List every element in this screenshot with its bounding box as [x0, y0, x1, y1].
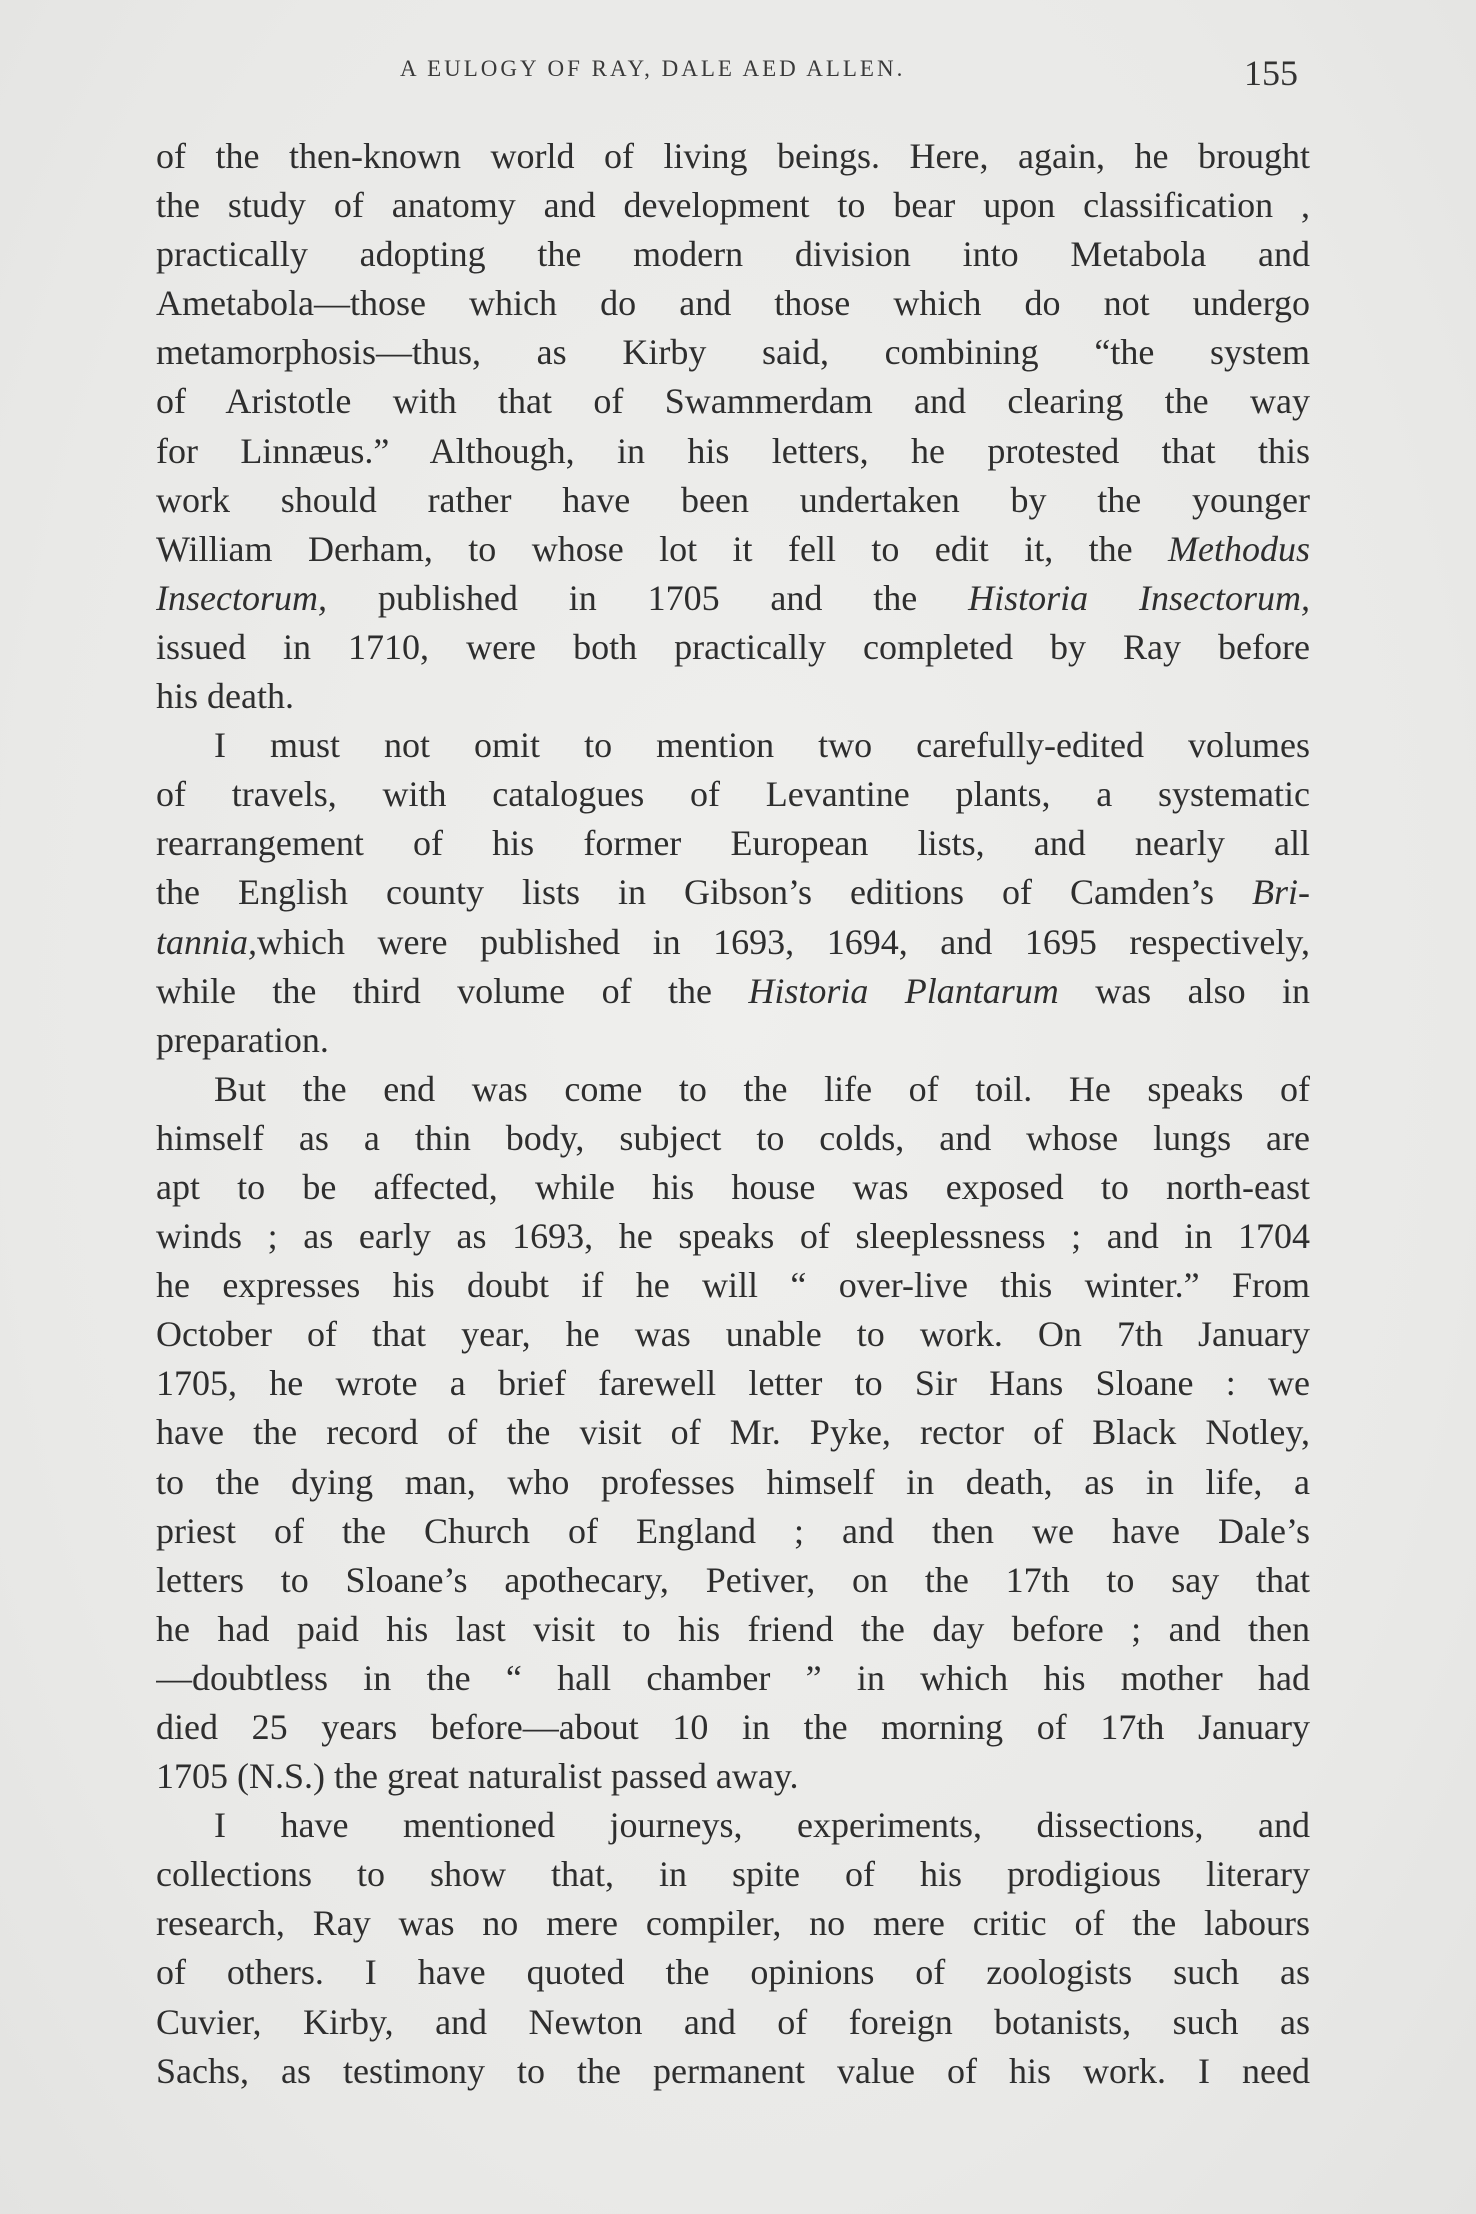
text-segment: I must not omit to mention two carefully-edited volumes	[214, 725, 1310, 766]
text-segment: I have mentioned journeys, experiments, dissections, and	[214, 1805, 1310, 1846]
text-segment: collections to show that, in spite of his prodigious literary	[156, 1854, 1310, 1895]
text-segment: Cuvier, Kirby, and Newton and of foreign botanists, such as	[156, 2001, 1310, 2042]
text-segment: practically adopting the modern division into Metabola and	[156, 234, 1310, 275]
text-segment: issued in 1710, were both practically completed by Ray before	[156, 626, 1310, 667]
text-line	[156, 1752, 1310, 1801]
text-segment: for Linnæus.” Although, in his letters, he protested that this	[156, 430, 1310, 471]
text-segment: research, Ray was no mere compiler, no mere critic of the labours	[156, 1903, 1310, 1944]
text-line	[156, 1261, 1310, 1310]
text-segment: preparation.	[156, 1019, 329, 1060]
text-segment: while the third volume of the	[156, 970, 749, 1011]
text-segment: metamorphosis—thus, as Kirby said, combining “the system	[156, 332, 1310, 373]
text-line	[156, 230, 1310, 279]
text-line	[156, 1065, 1310, 1114]
text-segment: he expresses his doubt if he will “ over-live this winter.” From	[156, 1265, 1310, 1306]
italic-title: Methodus	[1168, 528, 1310, 569]
text-line	[156, 770, 1310, 819]
text-line	[156, 1998, 1310, 2047]
text-segment: died 25 years before—about 10 in the morning of 17th January	[156, 1707, 1310, 1747]
text-segment: of Aristotle with that of Swammerdam and clearing the way	[156, 381, 1310, 422]
text-line	[156, 672, 1310, 721]
text-segment: winds ; as early as 1693, he speaks of sleeplessness ; and in 1704	[156, 1216, 1310, 1257]
text-segment: October of that year, he was unable to work. On 7th January	[156, 1314, 1310, 1355]
text-segment: published in 1705 and the	[326, 577, 969, 618]
text-segment: 1705, he wrote a brief farewell letter to Sir Hans Sloane : we	[156, 1363, 1310, 1404]
text-segment: have the record of the visit of Mr. Pyke, rector of Black Notley,	[156, 1412, 1310, 1453]
text-line	[156, 279, 1310, 328]
text-line	[156, 2047, 1310, 2096]
text-line	[156, 1654, 1310, 1703]
text-segment: —doubtless in the “ hall chamber ” in which his mother had	[156, 1657, 1310, 1698]
text-line	[156, 1163, 1310, 1212]
text-line	[156, 1801, 1310, 1850]
running-title: A EULOGY OF RAY, DALE AED ALLEN.	[400, 56, 906, 81]
text-line	[156, 377, 1310, 426]
text-segment: which were published in 1693, 1694, and 1695 respectively,	[257, 921, 1310, 962]
text-line	[156, 721, 1310, 770]
text-line	[156, 1507, 1310, 1556]
text-line	[156, 623, 1310, 672]
text-segment: of the then-known world of living beings. Here, again, he brought	[156, 136, 1310, 176]
text-segment: priest of the Church of England ; and then we have Dale’s	[156, 1510, 1310, 1551]
text-line	[156, 1556, 1310, 1605]
italic-title: Historia Insectorum,	[968, 577, 1310, 618]
text-line	[156, 918, 1310, 967]
text-segment: work should rather have been undertaken by the younger	[156, 479, 1310, 520]
text-line	[156, 328, 1310, 377]
italic-title: Insectorum,	[156, 577, 327, 618]
text-line	[156, 1114, 1310, 1163]
text-line	[156, 1948, 1310, 1997]
text-line	[156, 525, 1310, 574]
text-segment: he had paid his last visit to his friend the day before ; and then	[156, 1608, 1310, 1649]
text-segment: the English county lists in Gibson’s editions of Camden’s	[156, 872, 1252, 913]
text-line	[156, 1212, 1310, 1261]
text-line	[156, 1703, 1310, 1752]
text-line	[156, 574, 1310, 623]
text-segment: the study of anatomy and development to bear upon classification ,	[156, 185, 1310, 226]
text-line	[156, 181, 1310, 230]
text-segment: Ametabola—those which do and those which do not undergo	[156, 283, 1310, 324]
page-number: 155	[1244, 53, 1298, 93]
text-line	[156, 1458, 1310, 1507]
text-segment: was also in	[1058, 970, 1310, 1011]
text-segment: letters to Sloane’s apothecary, Petiver, on the 17th to say that	[156, 1559, 1310, 1600]
text-segment: of travels, with catalogues of Levantine plants, a systematic	[156, 774, 1310, 815]
body-text	[156, 132, 1310, 2096]
text-line	[156, 868, 1310, 917]
text-line	[156, 476, 1310, 525]
text-line	[156, 1310, 1310, 1359]
text-line	[156, 1359, 1310, 1408]
italic-title: Historia Plantarum	[748, 970, 1059, 1011]
text-segment: William Derham, to whose lot it fell to edit it, the	[156, 528, 1169, 569]
text-line	[156, 819, 1310, 868]
italic-title: tannia,	[156, 921, 258, 962]
text-line	[156, 427, 1310, 476]
text-segment: rearrangement of his former European lists, and nearly all	[156, 823, 1310, 864]
text-line	[156, 1850, 1310, 1899]
text-segment: But the end was come to the life of toil. He speaks of	[214, 1068, 1310, 1109]
italic-title: Bri-	[1252, 872, 1310, 913]
text-segment: of others. I have quoted the opinions of zoologists such as	[156, 1952, 1310, 1993]
text-line	[156, 1408, 1310, 1457]
text-line	[156, 132, 1310, 181]
text-segment: 1705 (N.S.) the great naturalist passed away.	[156, 1756, 799, 1797]
text-line	[156, 967, 1310, 1016]
text-line	[156, 1899, 1310, 1948]
text-line	[156, 1605, 1310, 1654]
text-segment: apt to be affected, while his house was exposed to north-east	[156, 1166, 1310, 1207]
text-line	[156, 1016, 1310, 1065]
text-segment: Sachs, as testimony to the permanent value of his work. I need	[156, 2050, 1310, 2091]
text-segment: himself as a thin body, subject to colds, and whose lungs are	[156, 1117, 1310, 1158]
text-segment: his death.	[156, 676, 294, 717]
text-segment: to the dying man, who professes himself in death, as in life, a	[156, 1461, 1310, 1502]
